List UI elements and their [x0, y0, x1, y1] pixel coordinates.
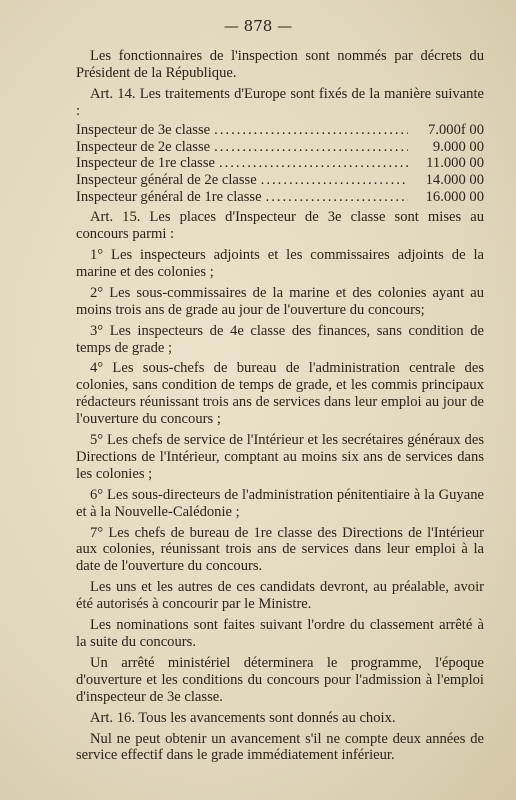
- salary-rank: Inspecteur de 1re classe: [76, 155, 215, 172]
- list-item: 2° Les sous-commissaires de la marine et des colonies ayant au moins trois ans de grade au jour de l'ouverture du concours;: [76, 284, 484, 318]
- list-item: 4° Les sous-chefs de bureau de l'administration centrale des colonies, sans condition de temps de grade, et les commis principaux rédacteurs réunissant trois ans de services dans leur emploi au jour de l'ouverture du concours ;: [76, 360, 484, 428]
- paragraph: Les uns et les autres de ces candidats devront, au préalable, avoir été autorisés à concourir par le Ministre.: [76, 579, 484, 613]
- leader-dots: [214, 139, 408, 156]
- list-item: 1° Les inspecteurs adjoints et les commissaires adjoints de la marine et des colonies ;: [76, 246, 484, 280]
- salary-amount: 11.000 00: [426, 155, 484, 172]
- list-item: 7° Les chefs de bureau de 1re classe des Directions de l'Intérieur aux colonies, réunissant trois ans de services dans leur emploi à la date de l'ouverture du concours.: [76, 524, 484, 575]
- salary-table: [76, 122, 484, 207]
- salary-rank: Inspecteur général de 1re classe: [76, 189, 262, 206]
- leader-dots: [266, 189, 408, 206]
- paragraph: Nul ne peut obtenir un avancement s'il ne compte deux années de service effectif dans le grade immédiatement inférieur.: [76, 730, 484, 764]
- salary-rank: Inspecteur de 2e classe: [76, 138, 211, 155]
- salary-amount: 16.000 00: [425, 189, 484, 206]
- leader-dots: [219, 155, 408, 172]
- salary-amount: 7.000f 00: [428, 121, 484, 138]
- leader-dots: [214, 122, 408, 139]
- salary-row: [76, 122, 484, 139]
- salary-row: [76, 155, 484, 172]
- page-number: — 878 —: [223, 17, 293, 35]
- paragraph: Un arrêté ministériel déterminera le programme, l'époque d'ouverture et les conditions du concours pour l'admission à l'emploi d'inspecteur de 3e classe.: [76, 654, 484, 705]
- list-item: 5° Les chefs de service de l'Intérieur et les secrétaires généraux des Directions de l'Intérieur, comptant au moins six ans de services dans les colonies ;: [76, 432, 484, 482]
- page-body: [76, 48, 484, 768]
- list-item: 3° Les inspecteurs de 4e classe des finances, sans condition de temps de grade ;: [76, 322, 484, 356]
- salary-amount: 14.000 00: [425, 172, 484, 189]
- paragraph-article-16: Art. 16. Tous les avancements sont donnés au choix.: [90, 709, 396, 726]
- salary-row: [76, 172, 484, 189]
- salary-row: [76, 139, 484, 156]
- salary-amount: 9.000 00: [432, 138, 484, 155]
- list-item: 6° Les sous-directeurs de l'administration pénitentiaire à la Guyane et à la Nouvelle-Calédonie ;: [76, 486, 484, 520]
- leader-dots: [261, 172, 408, 189]
- paragraph-article-14: Art. 14. Les traitements d'Europe sont fixés de la manière suivante :: [76, 85, 484, 119]
- paragraph-article-15: Art. 15. Les places d'Inspecteur de 3e classe sont mises au concours parmi :: [76, 209, 484, 243]
- salary-rank: Inspecteur général de 2e classe: [76, 172, 257, 189]
- paragraph: Les fonctionnaires de l'inspection sont nommés par décrets du Président de la République.: [76, 48, 484, 81]
- paragraph: Les nominations sont faites suivant l'ordre du classement arrêté à la suite du concours.: [76, 617, 484, 650]
- salary-rank: Inspecteur de 3e classe: [76, 121, 211, 138]
- salary-row: [76, 189, 484, 206]
